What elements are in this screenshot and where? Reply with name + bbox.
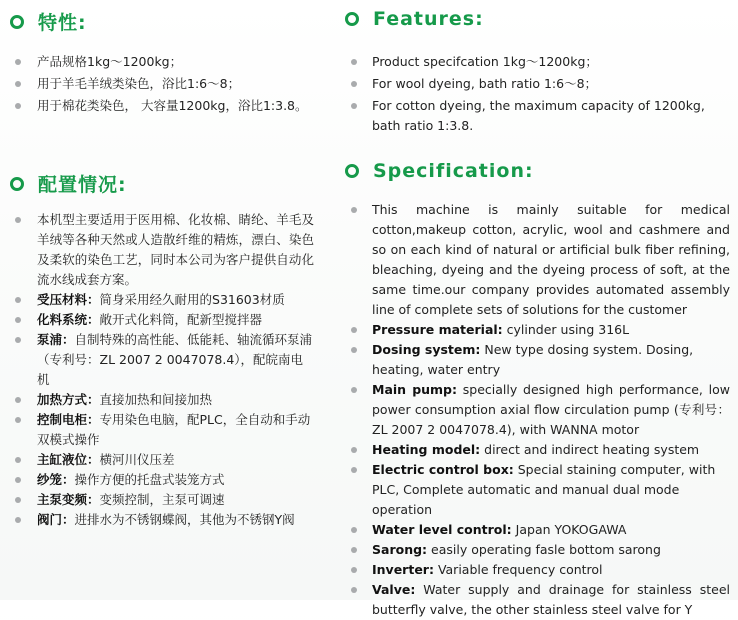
list-item: 用于羊毛羊绒类染色，浴比1:6～8； xyxy=(37,74,327,96)
bullet-dot-icon xyxy=(15,457,21,463)
list-item: Electric control box: Special staining computer, with PLC, Complete automatic and manual dual mode operation xyxy=(372,460,730,520)
bullet-dot-icon xyxy=(351,81,357,87)
bullet-dot-icon xyxy=(15,59,21,65)
list-item: 加热方式：直接加热和间接加热 xyxy=(37,390,314,410)
bullet-dot-icon xyxy=(15,517,21,523)
list-item: For wool dyeing, bath ratio 1:6～8； xyxy=(372,74,732,96)
bullet-dot-icon xyxy=(15,417,21,423)
bullet-dot-icon xyxy=(15,477,21,483)
list-item: Valve: Water supply and drainage for stainless steel butterfly valve, the other stainless steel valve for Y xyxy=(372,580,730,620)
list-item: Product specifcation 1kg～1200kg； xyxy=(372,52,732,74)
bullet-dot-icon xyxy=(351,347,357,353)
ring-bullet-icon xyxy=(345,164,359,178)
list-item: This machine is mainly suitable for medical cotton,makeup cotton, acrylic, wool and cashmere and so on each kind of natural or artificial bulk fiber refining, bleaching, dyeing and the dyeing process of soft, at the same time.our company provides automated assembly line of complete sets of solutions for the customer xyxy=(372,200,730,320)
features-heading-en: Features: xyxy=(345,8,484,30)
list-item: Water level control: Japan YOKOGAWA xyxy=(372,520,730,540)
bullet-dot-icon xyxy=(351,207,357,213)
bullet-dot-icon xyxy=(351,387,357,393)
spec-heading-en: Specification: xyxy=(345,160,534,182)
bullet-dot-icon xyxy=(15,317,21,323)
bullet-dot-icon xyxy=(351,467,357,473)
bullet-dot-icon xyxy=(15,217,21,223)
list-item: 用于棉花类染色， 大容量1200kg，浴比1:3.8。 xyxy=(37,96,327,116)
ring-bullet-icon xyxy=(10,15,24,29)
bullet-dot-icon xyxy=(15,397,21,403)
list-item: Dosing system: New type dosing system. Dosing, heating, water entry xyxy=(372,340,730,380)
list-item: 主泵变频：变频控制，主泵可调速 xyxy=(37,490,314,510)
config-heading-cn: 配置情况: xyxy=(10,170,127,197)
list-item: 阀门：进排水为不锈钢蝶阀，其他为不锈钢Y阀 xyxy=(37,510,314,530)
bullet-dot-icon xyxy=(15,497,21,503)
bullet-dot-icon xyxy=(351,327,357,333)
bullet-dot-icon xyxy=(351,567,357,573)
list-item: 主缸液位：横河川仪压差 xyxy=(37,450,314,470)
features-list-en xyxy=(372,52,732,136)
list-item: 受压材料：简身采用经久耐用的S31603材质 xyxy=(37,290,314,310)
bullet-dot-icon xyxy=(351,547,357,553)
list-item: 控制电柜：专用染色电脑，配PLC，全自动和手动双模式操作 xyxy=(37,410,314,450)
features-list-cn xyxy=(37,52,327,116)
bullet-dot-icon xyxy=(15,337,21,343)
bullet-dot-icon xyxy=(351,59,357,65)
list-item: Pressure material: cylinder using 316L xyxy=(372,320,730,340)
list-item: 本机型主要适用于医用棉、化妆棉、睛纶、羊毛及羊绒等各种天然或人造散纤维的精炼，漂白、染色及柔软的染色工艺，同时本公司为客户提供自动化流水线成套方案。 xyxy=(37,210,314,290)
bullet-dot-icon xyxy=(15,81,21,87)
list-item: 化料系统：敞开式化料筒，配新型搅拌器 xyxy=(37,310,314,330)
list-item: For cotton dyeing, the maximum capacity of 1200kg, bath ratio 1:3.8. xyxy=(372,96,732,136)
list-item: Main pump: specially designed high performance, low power consumption axial flow circulation pump (专利号：ZL 2007 2 0047078.4), with WANNA motor xyxy=(372,380,730,440)
list-item: Sarong: easily operating fasle bottom sarong xyxy=(372,540,730,560)
list-item: Heating model: direct and indirect heating system xyxy=(372,440,730,460)
bullet-dot-icon xyxy=(351,587,357,593)
ring-bullet-icon xyxy=(345,12,359,26)
bullet-dot-icon xyxy=(15,103,21,109)
bullet-dot-icon xyxy=(351,103,357,109)
list-item: 泵浦：自制特殊的高性能、低能耗、轴流循环泵浦（专利号：ZL 2007 2 0047078.4），配皖南电机 xyxy=(37,330,314,390)
features-heading-cn: 特性: xyxy=(10,8,87,35)
bullet-dot-icon xyxy=(351,447,357,453)
spec-list-en xyxy=(372,200,730,620)
bullet-dot-icon xyxy=(351,527,357,533)
ring-bullet-icon xyxy=(10,177,24,191)
list-item: Inverter: Variable frequency control xyxy=(372,560,730,580)
list-item: 产品规格1kg～1200kg； xyxy=(37,52,327,74)
bullet-dot-icon xyxy=(15,297,21,303)
list-item: 纱笼：操作方便的托盘式装笼方式 xyxy=(37,470,314,490)
config-list-cn xyxy=(37,210,314,530)
